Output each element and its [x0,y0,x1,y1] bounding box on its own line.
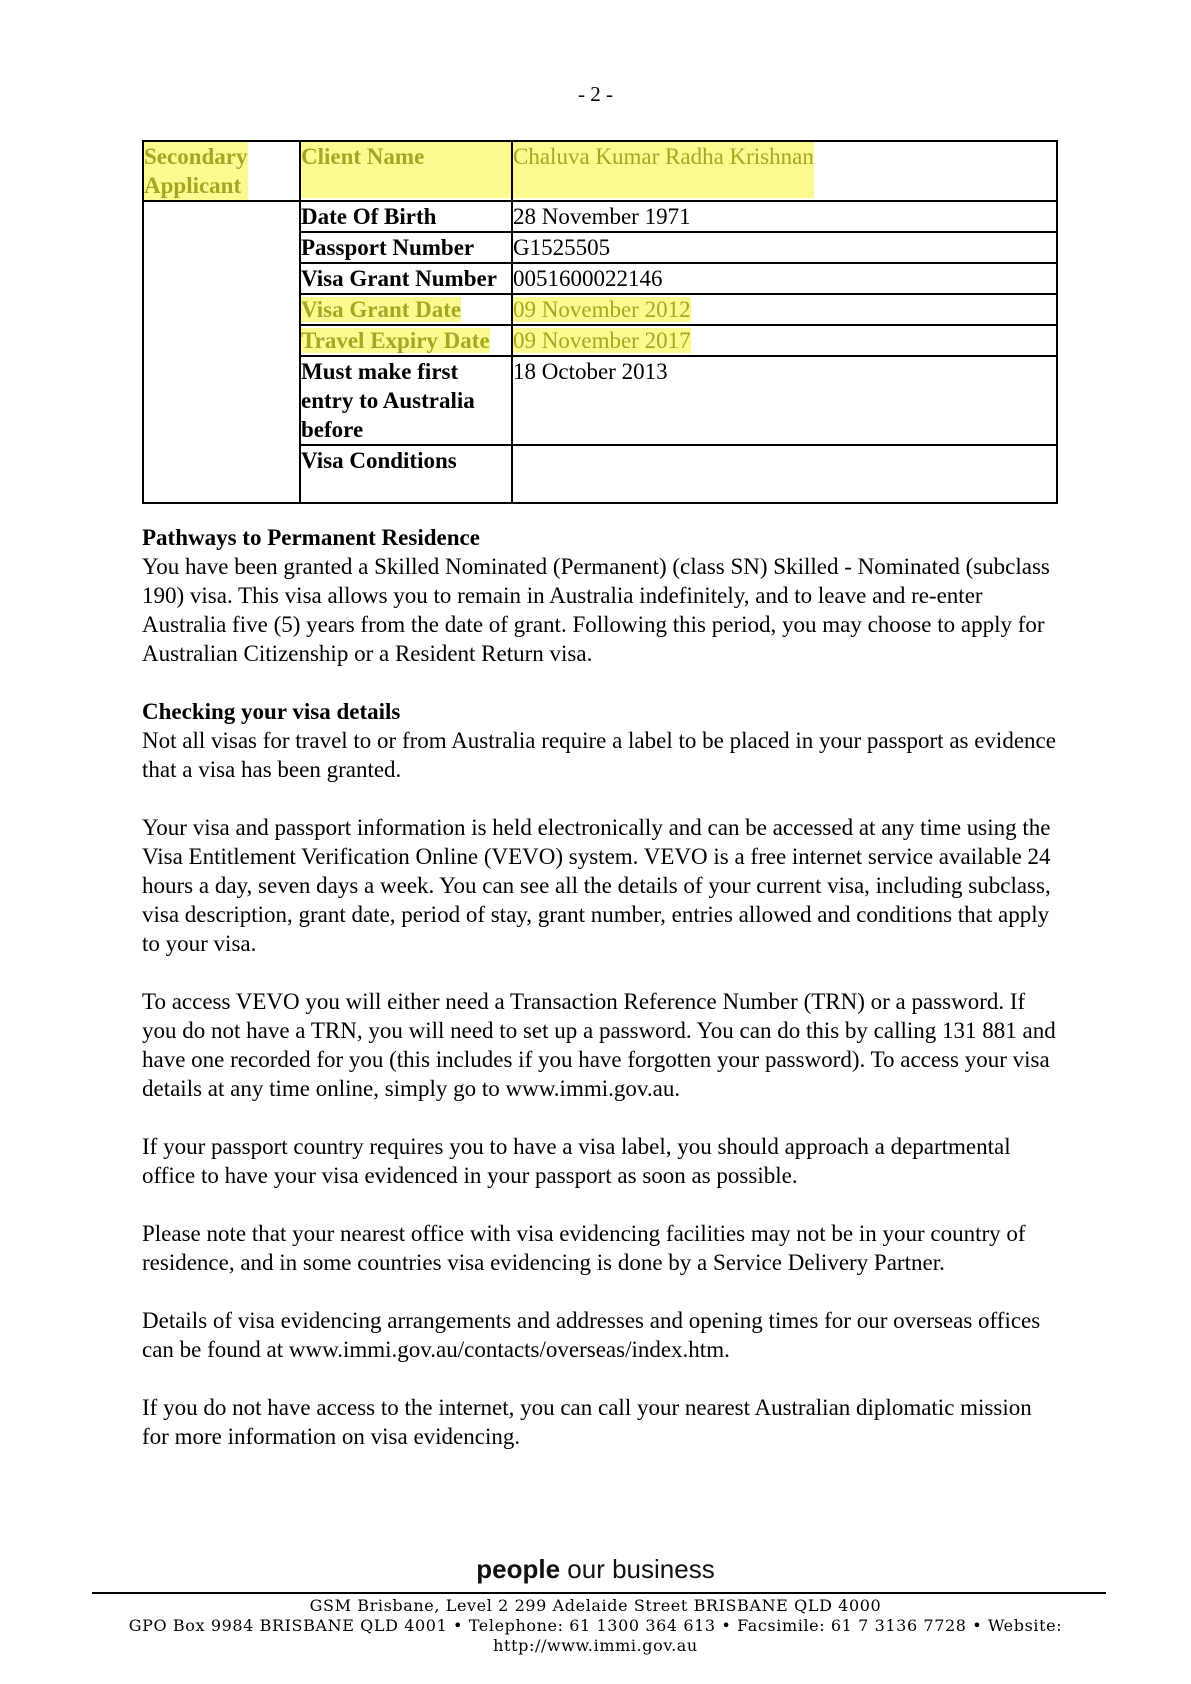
table-row [143,141,1057,201]
value-cell [512,141,1057,201]
footer-line-2: GPO Box 9984 BRISBANE QLD 4001 • Telephone: 61 1300 364 613 • Facsimile: 61 7 3136 7728 • Website: [128,1616,1063,1635]
role-line-1: Secondary [144,144,248,169]
passport-number-value: G1525505 [513,235,611,260]
applicant-details-table [142,140,1058,504]
first-entry-label-line-2: entry to Australia [301,388,475,413]
checking-paragraph-1: Not all visas for travel to or from Australia require a label to be placed in your passport as evidence that a visa has been granted. [142,728,1056,782]
travel-expiry-date-label: Travel Expiry Date [301,328,490,353]
checking-heading: Checking your visa details [142,699,401,724]
footer-logo [0,1554,1191,1585]
visa-grant-number-label: Visa Grant Number [301,266,497,291]
logo-light-text: our business [560,1554,715,1584]
footer-address [0,1596,1191,1656]
dob-label: Date Of Birth [301,204,437,229]
pathways-paragraph: You have been granted a Skilled Nominated (Permanent) (class SN) Skilled - Nominated (subclass 190) visa. This visa allows you to remain in Australia indefinitely, and to leave and re-enter Australia five (5) years from the date of grant. Following this period, you may choose to apply for Australian Citizenship or a Resident Return visa. [142,554,1050,666]
travel-expiry-date-value: 09 November 2017 [513,328,691,353]
checking-paragraph-7: If you do not have access to the internet, you can call your nearest Australian diplomatic mission for more information on visa evidencing. [142,1395,1032,1449]
visa-conditions-label: Visa Conditions [301,448,457,473]
visa-grant-date-label: Visa Grant Date [301,297,462,322]
table-row [143,201,1057,232]
checking-paragraph-5: Please note that your nearest office with visa evidencing facilities may not be in your country of residence, and in some countries visa evidencing is done by a Service Delivery Partner. [142,1221,1026,1275]
role-line-2: Applicant [144,173,242,198]
checking-paragraph-3: To access VEVO you will either need a Transaction Reference Number (TRN) or a password. If you do not have a TRN, you will need to set up a password. You can do this by calling 131 881 and have one recorded for you (this includes if you have forgotten your password). To access your visa details at any time online, simply go to www.immi.gov.au. [142,989,1056,1101]
applicant-role-cell [143,141,300,201]
visa-grant-date-value: 09 November 2012 [513,297,691,322]
passport-number-label: Passport Number [301,235,475,260]
first-entry-label-line-1: Must make first [301,359,459,384]
applicant-role-label [144,142,248,200]
client-name-value: Chaluva Kumar Radha Krishnan [513,142,814,198]
page-number: - 2 - [578,82,613,106]
first-entry-label [301,359,475,442]
first-entry-label-line-3: before [301,417,364,442]
client-name-label: Client Name [301,142,511,198]
first-entry-value: 18 October 2013 [513,359,668,384]
checking-paragraph-4: If your passport country requires you to have a visa label, you should approach a departmental office to have your visa evidenced in your passport as soon as possible. [142,1134,1011,1188]
checking-paragraph-2: Your visa and passport information is held electronically and can be accessed at any time using the Visa Entitlement Verification Online (VEVO) system. VEVO is a free internet service available 24 hours a day, seven days a week. You can see all the details of your current visa, including subclass, visa description, grant date, period of stay, grant number, entries allowed and conditions that apply to your visa. [142,815,1051,956]
footer-line-1: GSM Brisbane, Level 2 299 Adelaide Street BRISBANE QLD 4000 [309,1596,882,1615]
empty-cell [143,201,300,503]
label-cell [300,141,512,201]
footer-divider [92,1592,1106,1594]
logo-bold-text: people [476,1554,561,1584]
checking-paragraph-6: Details of visa evidencing arrangements and addresses and opening times for our overseas offices can be found at www.immi.gov.au/contacts/overseas/index.htm. [142,1308,1041,1362]
footer-line-3: http://www.immi.gov.au [493,1636,698,1655]
letter-body [142,523,1058,1480]
pathways-heading: Pathways to Permanent Residence [142,525,480,550]
visa-grant-number-value: 0051600022146 [513,266,663,291]
dob-value: 28 November 1971 [513,204,691,229]
